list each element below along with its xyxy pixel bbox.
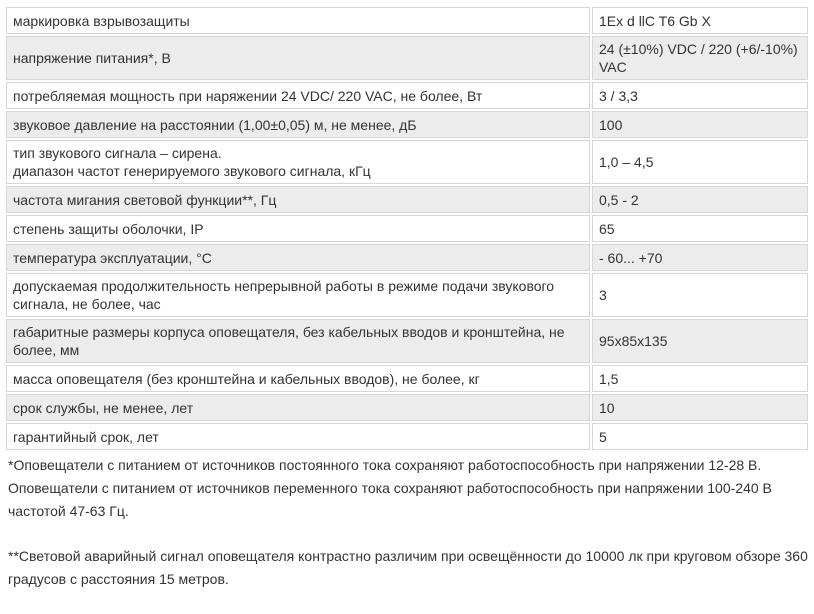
table-row xyxy=(6,365,808,392)
spec-value: 1,0 – 4,5 xyxy=(592,140,808,184)
spec-value: - 60... +70 xyxy=(592,244,808,271)
spec-label: температура эксплуатации, °С xyxy=(6,244,590,271)
spec-label: потребляемая мощность при наряжении 24 VDC/ 220 VAC, не более, Вт xyxy=(6,82,590,109)
footnote-power: *Оповещатели с питанием от источников постоянного тока сохраняют работоспособность при напряжении 12-28 В. Оповещатели с питанием от источников переменного тока сохраняют работоспособность при напряжении 100-240 В частотой 47-63 Гц. xyxy=(8,457,772,519)
footnote-light-signal: **Световой аварийный сигнал оповещателя контрастно различим при освещённости до 10000 лк при круговом обзоре 360 градусов с расстояния 15 метров. xyxy=(8,548,808,587)
spec-label: звуковое давление на расстоянии (1,00±0,05) м, не менее, дБ xyxy=(6,111,590,138)
spec-label: допускаемая продолжительность непрерывной работы в режиме подачи звукового сигнала, не более, час xyxy=(6,273,590,317)
table-row xyxy=(6,423,808,450)
spec-value: 24 (±10%) VDC / 220 (+6/-10%) VAC xyxy=(592,36,808,80)
table-row xyxy=(6,394,808,421)
spec-label: масса оповещателя (без кронштейна и кабельных вводов), не более, кг xyxy=(6,365,590,392)
spec-label: габаритные размеры корпуса оповещателя, без кабельных вводов и кронштейна, не более, мм xyxy=(6,319,590,363)
table-row xyxy=(6,111,808,138)
spec-value: 10 xyxy=(592,394,808,421)
spec-value: 100 xyxy=(592,111,808,138)
spec-value: 5 xyxy=(592,423,808,450)
table-row xyxy=(6,244,808,271)
spec-label: степень защиты оболочки, IP xyxy=(6,215,590,242)
spec-value: 3 / 3,3 xyxy=(592,82,808,109)
footnotes xyxy=(8,454,808,591)
spec-value: 65 xyxy=(592,215,808,242)
table-row xyxy=(6,140,808,184)
spec-page xyxy=(0,5,814,614)
spec-label: напряжение питания*, В xyxy=(6,36,590,80)
spec-value: 3 xyxy=(592,273,808,317)
spec-table xyxy=(4,5,810,452)
spec-label: частота мигания световой функции**, Гц xyxy=(6,186,590,213)
spec-value: 95х85х135 xyxy=(592,319,808,363)
spec-value: 1,5 xyxy=(592,365,808,392)
table-row xyxy=(6,319,808,363)
spec-label: срок службы, не менее, лет xyxy=(6,394,590,421)
table-row xyxy=(6,82,808,109)
spec-value: 1Ex d llC T6 Gb X xyxy=(592,7,808,34)
table-row xyxy=(6,273,808,317)
table-row xyxy=(6,36,808,80)
table-row xyxy=(6,215,808,242)
spec-label: тип звукового сигнала – сирена. диапазон частот генерируемого звукового сигнала, кГц xyxy=(6,140,590,184)
table-row xyxy=(6,186,808,213)
spec-value: 0,5 - 2 xyxy=(592,186,808,213)
table-row xyxy=(6,7,808,34)
spec-label: маркировка взрывозащиты xyxy=(6,7,590,34)
spec-label: гарантийный срок, лет xyxy=(6,423,590,450)
spec-table-body xyxy=(6,7,808,450)
